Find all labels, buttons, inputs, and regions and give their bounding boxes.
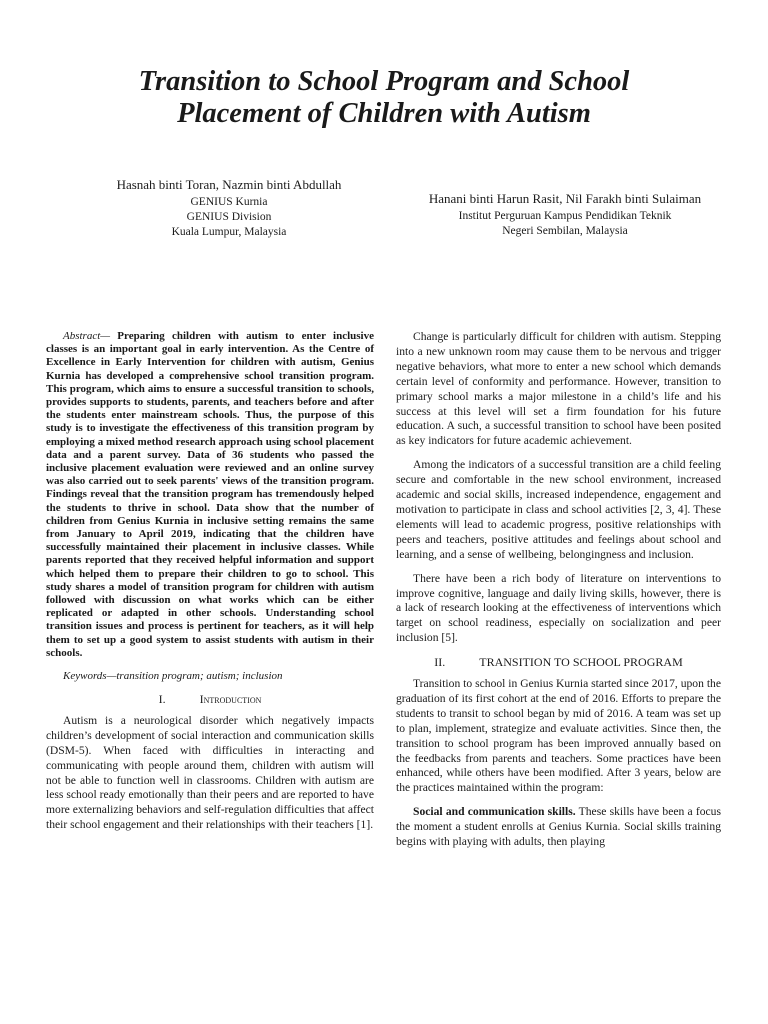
section2-paragraph-1: Transition to school in Genius Kurnia started since 2017, upon the graduation of its first cohort at the end of 2016. Efforts to prepare the students to transit to school began by mid of 2016. A team was set up to plan, implement, strategize and evaluate activities. Since then, the transition to school program has been improved annually based on the feedbacks from parents and teachers. Some practices have been enhanced, while others have been modified. After 3 years, below are the practices maintained within the program:	[396, 677, 721, 795]
section-title: Introduction	[199, 691, 262, 706]
affiliation-right-1: Institut Perguruan Kampus Pendidikan Teknik	[458, 210, 672, 222]
section-title: TRANSITION TO SCHOOL PROGRAM	[479, 655, 683, 670]
body-paragraph-3: There have been a rich body of literature on interventions to improve cognitive, language and daily living skills, however, there is a lack of research looking at the effectiveness of interventions which target on school readiness, especially on socialization and peer inclusion [5].	[396, 571, 721, 645]
body-paragraph-1: Change is particularly difficult for children with autism. Stepping into a new unknown room may cause them to be nervous and trigger negative behaviors, what more to enter a new school which demands certain level of conformity and performance. However, transition to primary school marks a major milestone in a child’s life and his success at this level will set a firm foundation for his future education. A such, a successful transition to school have been posited as key indicators for future academic achievement.	[396, 330, 721, 448]
section-heading-transition	[396, 655, 721, 670]
title-line-1: Transition to School Program and School	[138, 66, 630, 97]
author-block-right	[400, 190, 730, 239]
abstract-lead: Abstract—	[63, 330, 111, 342]
runin-heading: Social and communication skills.	[413, 805, 576, 819]
section2-paragraph-2	[396, 805, 721, 850]
author-names-left: Hasnah binti Toran, Nazmin binti Abdullah	[116, 177, 342, 192]
title-line-2: Placement of Children with Autism	[177, 98, 591, 129]
paper-title	[60, 66, 708, 130]
keywords: Keywords—transition program; autism; inclusion	[63, 670, 283, 683]
abstract-body: Preparing children with autism to enter inclusive classes is an important goal in early intervention. As the Centre of Excellence in Early Intervention for children with autism, Genius Kurnia has developed a comprehensive school transition program. This program, which aims to ensure a successful transition to schools, provides supports to students, parents, and teachers before and after the students enter mainstream schools. Thus, the purpose of this study is to investigate the effectiveness of this transition program by employing a mixed method research approach using school placement data and a parent survey. Data of 36 students who passed the inclusive placement evaluation were reviewed and an online survey was also carried out to seek parents' views of the transition program. Findings reveal that the transition program has tremendously helped the students to thrive in school. Data show that the number of children from Genius Kurnia in inclusive setting remains the same from January to April 2019, indicating that the children have successfully maintained their placement in inclusive classes. While parents reported that they received helpful information and support which helped them to prepare their children to go to school. This study shares a model of transition program for children with autism followed with discussion on what works which can be either replicated or adapted in other schools. Understanding school transition issues and process is pertinent for teachers, as it will help them to set up a good system to assist students with autism in their schools.	[46, 330, 374, 659]
affiliation-left-2: GENIUS Division	[186, 211, 272, 223]
right-column	[396, 330, 721, 859]
author-block-left	[64, 176, 394, 240]
abstract	[46, 330, 374, 660]
affiliation-left-1: GENIUS Kurnia	[190, 196, 268, 208]
section-heading-introduction	[46, 692, 374, 707]
section-number: II.	[434, 655, 446, 670]
left-column	[46, 330, 374, 842]
body-paragraph-2: Among the indicators of a successful transition are a child feeling secure and comfortable in the new school environment, increased academic and social skills, increased independence, engagement and motivation to participate in class and school activities [2, 3, 4]. These elements will lead to academic progress, positive relationships with peers and teachers, positive attitudes and feelings about school and learning, and a sense of wellbeing, belongingness and inclusion.	[396, 458, 721, 561]
section2-paragraph-2-body: These skills have been a focus the moment a student enrolls at Genius Kurnia. Social skills training begins with playing with adults, then playing	[396, 805, 721, 849]
affiliation-left-3: Kuala Lumpur, Malaysia	[171, 226, 287, 238]
intro-paragraph-1: Autism is a neurological disorder which negatively impacts children’s development of social interaction and communication skills (DSM-5). When faced with difficulties in interacting and communicating with people around them, children with autism will not be able to function well in classrooms. Children with autism are less school ready emotionally than their peers and are reported to have more externalizing behaviors and self-regulation difficulties that affect their school engagement and their relationships with their teachers [1].	[46, 713, 374, 832]
section-number: I.	[158, 691, 166, 706]
author-names-right: Hanani binti Harun Rasit, Nil Farakh binti Sulaiman	[428, 191, 702, 206]
affiliation-right-2: Negeri Sembilan, Malaysia	[502, 225, 628, 237]
